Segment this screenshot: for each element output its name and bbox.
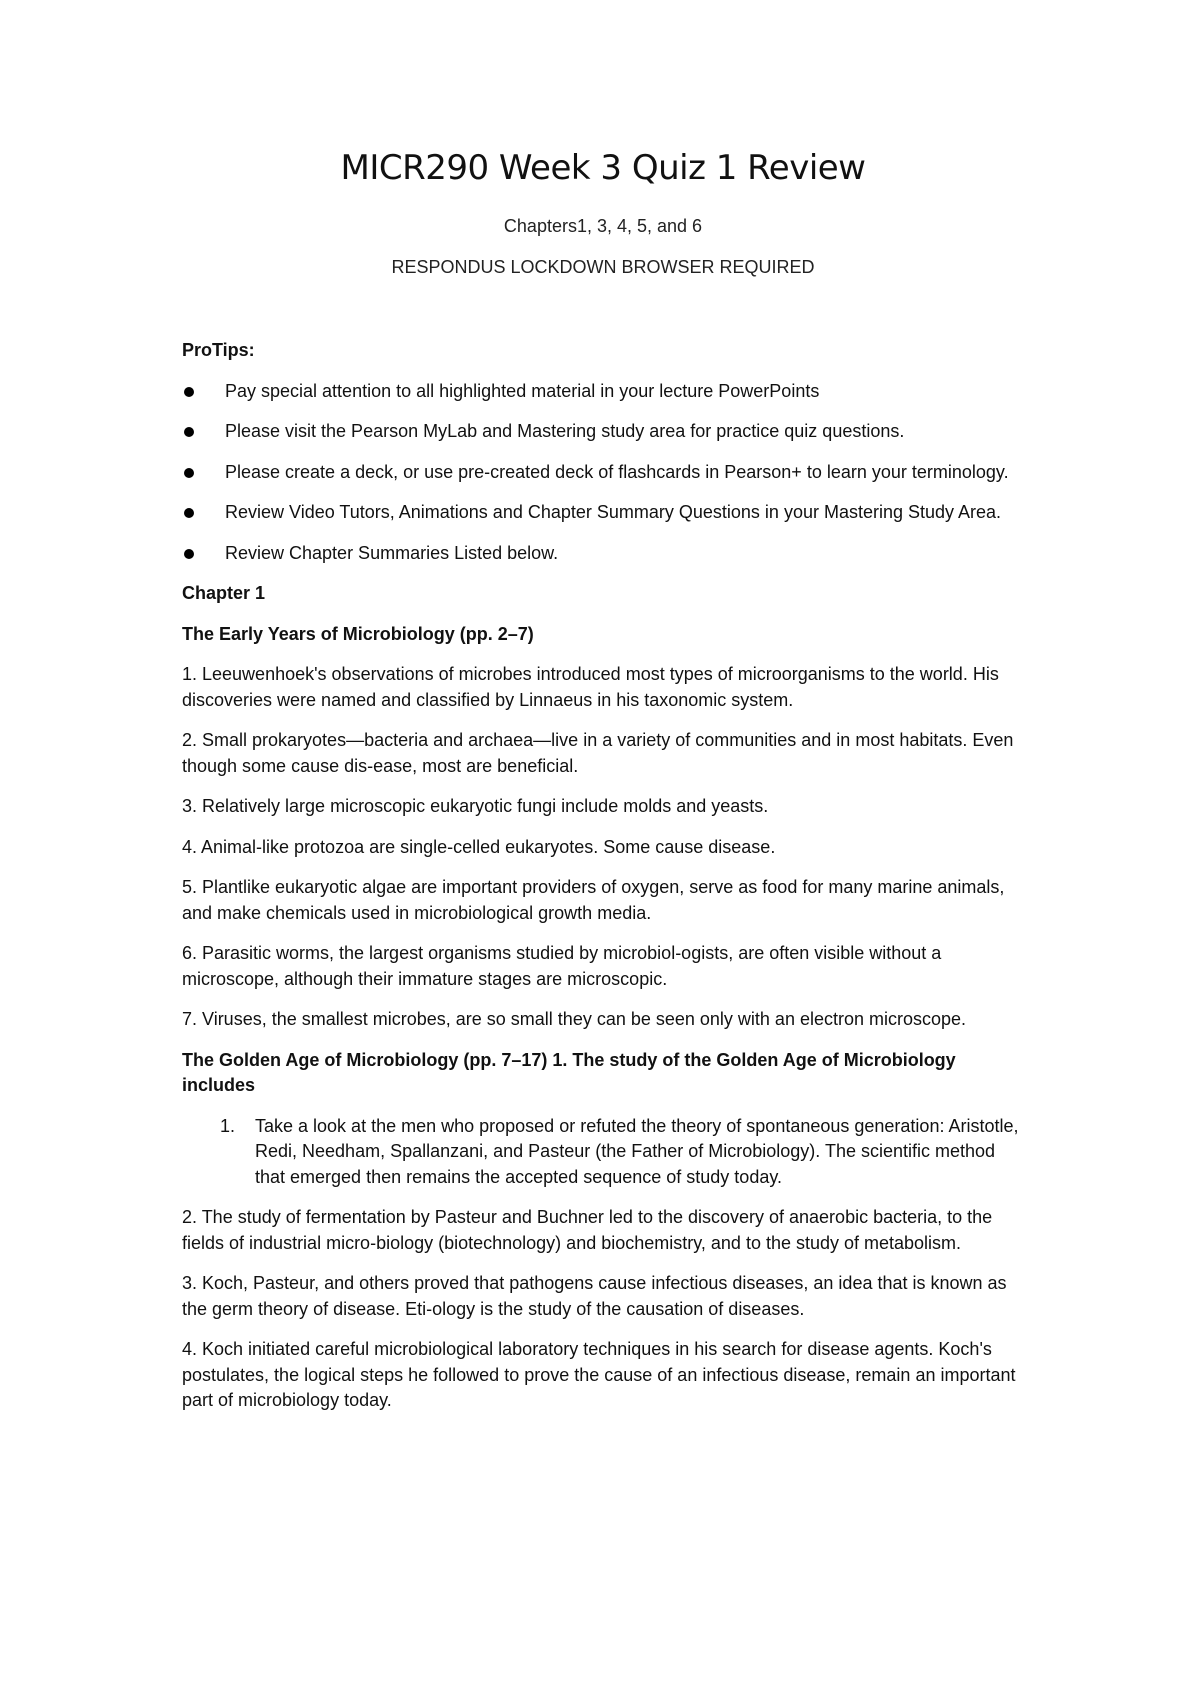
protip-text: Review Video Tutors, Animations and Chapter Summary Questions in your Mastering Study Area. bbox=[225, 502, 1002, 522]
protip-text: Review Chapter Summaries Listed below. bbox=[225, 542, 559, 563]
bullet-icon bbox=[184, 387, 194, 397]
list-item bbox=[182, 460, 1024, 486]
bullet-icon bbox=[184, 549, 194, 559]
protip-text: Pay special attention to all highlighted material in your lecture PowerPoints bbox=[225, 380, 820, 401]
summary-item: 3. Koch, Pasteur, and others proved that pathogens cause infectious diseases, an idea that is known as the germ theory of disease. Eti-ology is the study of the causation of diseases. bbox=[182, 1273, 1007, 1319]
list-item bbox=[182, 500, 1024, 526]
early-years-heading: The Early Years of Microbiology (pp. 2–7) bbox=[182, 623, 534, 644]
list-item bbox=[182, 1114, 1024, 1191]
summary-item: 2. The study of fermentation by Pasteur and Buchner led to the discovery of anaerobic bacteria, to the fields of industrial micro-biology (biotechnology) and biochemistry, and to the study of metabolism. bbox=[182, 1207, 993, 1253]
summary-item: 1. Leeuwenhoek's observations of microbes introduced most types of microorganisms to the world. His discoveries were named and classified by Linnaeus in his taxonomic system. bbox=[182, 664, 999, 710]
summary-item: 5. Plantlike eukaryotic algae are important providers of oxygen, serve as food for many marine animals, and make chemicals used in microbiological growth media. bbox=[182, 877, 1005, 923]
list-item bbox=[182, 419, 1024, 445]
summary-item: 3. Relatively large microscopic eukaryotic fungi include molds and yeasts. bbox=[182, 796, 769, 816]
page-title: MICR290 Week 3 Quiz 1 Review bbox=[340, 148, 866, 188]
lockdown-requirement: RESPONDUS LOCKDOWN BROWSER REQUIRED bbox=[391, 257, 815, 277]
bullet-icon bbox=[184, 508, 194, 518]
summary-item: 4. Animal-like protozoa are single-celled eukaryotes. Some cause disease. bbox=[182, 836, 776, 857]
bullet-icon bbox=[184, 427, 194, 437]
protip-text: Please create a deck, or use pre-created deck of flashcards in Pearson+ to learn your terminology. bbox=[225, 461, 1009, 482]
summary-item: 6. Parasitic worms, the largest organisms studied by microbiol-ogists, are often visible without a microscope, although their immature stages are microscopic. bbox=[182, 943, 942, 989]
golden-age-heading: The Golden Age of Microbiology (pp. 7–17) 1. The study of the Golden Age of Microbiology includes bbox=[182, 1049, 956, 1095]
summary-item: 2. Small prokaryotes—bacteria and archaea—live in a variety of communities and in most habitats. Even though some cause dis-ease, most are beneficial. bbox=[182, 730, 1014, 776]
list-item-text: Take a look at the men who proposed or refuted the theory of spontaneous generation: Aristotle, Redi, Needham, Spallanzani, and Pasteur (the Father of Microbiology). The scientific method that emerged then remains the accepted sequence of study today. bbox=[255, 1115, 1019, 1187]
bullet-icon bbox=[184, 468, 194, 478]
protips-list bbox=[182, 379, 1024, 567]
list-number: 1. bbox=[220, 1115, 236, 1136]
golden-age-list bbox=[182, 1114, 1024, 1191]
list-item bbox=[182, 541, 1024, 567]
document-body bbox=[182, 338, 1024, 1429]
summary-item: 4. Koch initiated careful microbiological laboratory techniques in his search for disease agents. Koch's postulates, the logical steps he followed to prove the cause of an infectious disease, remain an important part of microbiology today. bbox=[182, 1339, 1016, 1410]
protip-text: Please visit the Pearson MyLab and Mastering study area for practice quiz questions. bbox=[225, 421, 905, 441]
protips-heading: ProTips: bbox=[182, 340, 255, 360]
chapter-1-heading: Chapter 1 bbox=[182, 583, 266, 603]
chapters-subtitle: Chapters1, 3, 4, 5, and 6 bbox=[503, 216, 703, 236]
summary-item: 7. Viruses, the smallest microbes, are so small they can be seen only with an electron microscope. bbox=[182, 1009, 967, 1029]
list-item bbox=[182, 379, 1024, 405]
